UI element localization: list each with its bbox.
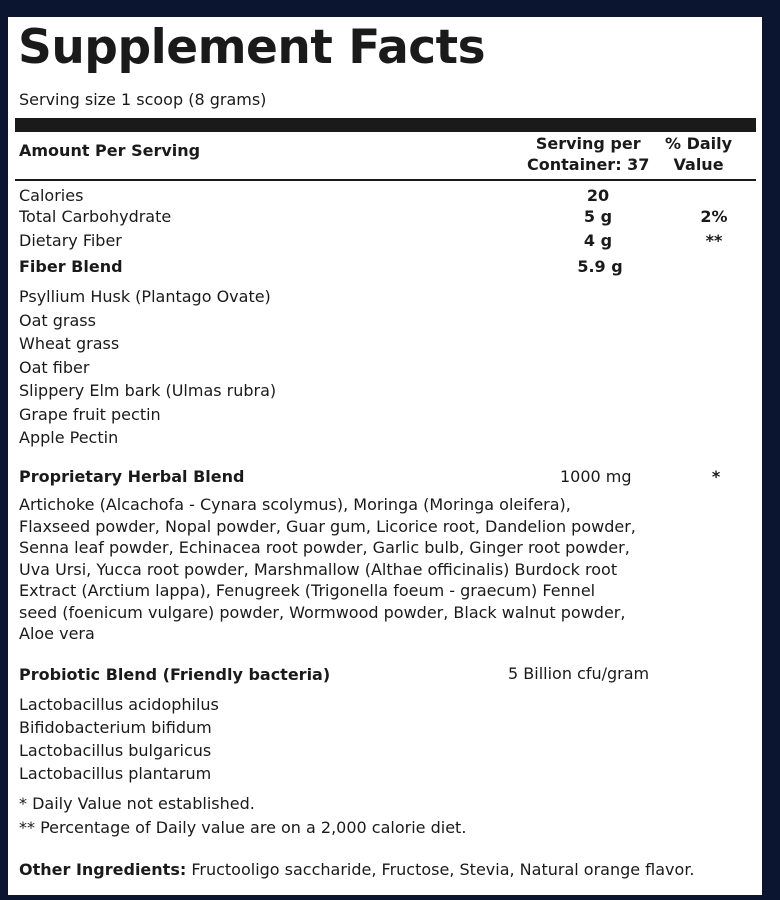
- supplement-facts-panel: [8, 17, 762, 895]
- footnote: ** Percentage of Daily value are on a 2,000 calorie diet.: [19, 818, 467, 837]
- herbal-blend-heading: Proprietary Herbal Blend: [19, 467, 245, 486]
- list-item: Bifidobacterium bifidum: [19, 718, 212, 737]
- list-item: Lactobacillus acidophilus: [19, 695, 219, 714]
- list-item: Oat fiber: [19, 357, 90, 377]
- footnotes: [19, 792, 466, 840]
- list-item: Grape fruit pectin: [19, 404, 161, 424]
- daily-value-header: % Daily Value: [665, 134, 733, 174]
- probiotic-blend-heading: Probiotic Blend (Friendly bacteria): [19, 665, 331, 684]
- herbal-blend-ingredients: Artichoke (Alcachofa - Cynara scolymus), Moringa (Moringa oleifera), Flaxseed powder, Nopal powder, Guar gum, Licorice root, Dandelion powder, Senna leaf powder, Echinacea root powder, Garlic bulb, Ginger root powder, Uva Ursi, Yucca root powder, Marshmallow (Althae officinalis) Burdock root Extract (Arctium lappa), Fenugreek (Trigonella foeum - graecum) Fennel seed (foenicum vulgare) powder, Wormwood powder, Black walnut powder, Aloe vera: [19, 495, 636, 643]
- other-ingredients: [19, 858, 695, 882]
- nutrient-dv-total-carbohydrate: 2%: [700, 207, 728, 226]
- list-item: Apple Pectin: [19, 428, 119, 447]
- nutrient-amount-dietary-fiber: 4 g: [583, 231, 613, 250]
- list-item: Slippery Elm bark (Ulmas rubra): [19, 381, 277, 400]
- thick-divider: [15, 118, 756, 132]
- list-item: Lactobacillus bulgaricus: [19, 741, 212, 760]
- serving-per-container-header: Serving per Container: 37: [527, 134, 650, 174]
- nutrient-dv-dietary-fiber: **: [705, 231, 723, 250]
- nutrient-row-dietary-fiber: Dietary Fiber: [19, 231, 122, 250]
- nutrient-row-calories: Calories: [19, 186, 84, 205]
- probiotic-blend-list: [19, 693, 219, 785]
- other-ingredients-label: Other Ingredients:: [19, 860, 187, 879]
- page-title: Supplement Facts: [18, 20, 486, 75]
- nutrient-amount-calories: 20: [586, 186, 610, 205]
- other-ingredients-text: Fructooligo saccharide, Fructose, Stevia, Natural orange flavor.: [186, 860, 695, 879]
- thin-divider: [15, 179, 756, 181]
- footnote: * Daily Value not established.: [19, 794, 255, 813]
- list-item: Wheat grass: [19, 334, 120, 353]
- list-item: Oat grass: [19, 310, 96, 330]
- list-item: Lactobacillus plantarum: [19, 764, 212, 783]
- fiber-blend-amount: 5.9 g: [577, 257, 623, 276]
- fiber-blend-heading: Fiber Blend: [19, 257, 123, 276]
- herbal-blend-amount: 1000 mg: [560, 467, 632, 486]
- herbal-blend-dv: *: [711, 467, 721, 486]
- fiber-blend-list: [19, 285, 276, 450]
- list-item: Psyllium Husk (Plantago Ovate): [19, 287, 271, 306]
- nutrient-row-total-carbohydrate: Total Carbohydrate: [19, 207, 172, 226]
- probiotic-blend-amount: 5 Billion cfu/gram: [508, 664, 650, 683]
- nutrient-amount-total-carbohydrate: 5 g: [583, 207, 613, 226]
- serving-size: Serving size 1 scoop (8 grams): [19, 90, 267, 109]
- amount-per-serving-header: Amount Per Serving: [19, 141, 201, 160]
